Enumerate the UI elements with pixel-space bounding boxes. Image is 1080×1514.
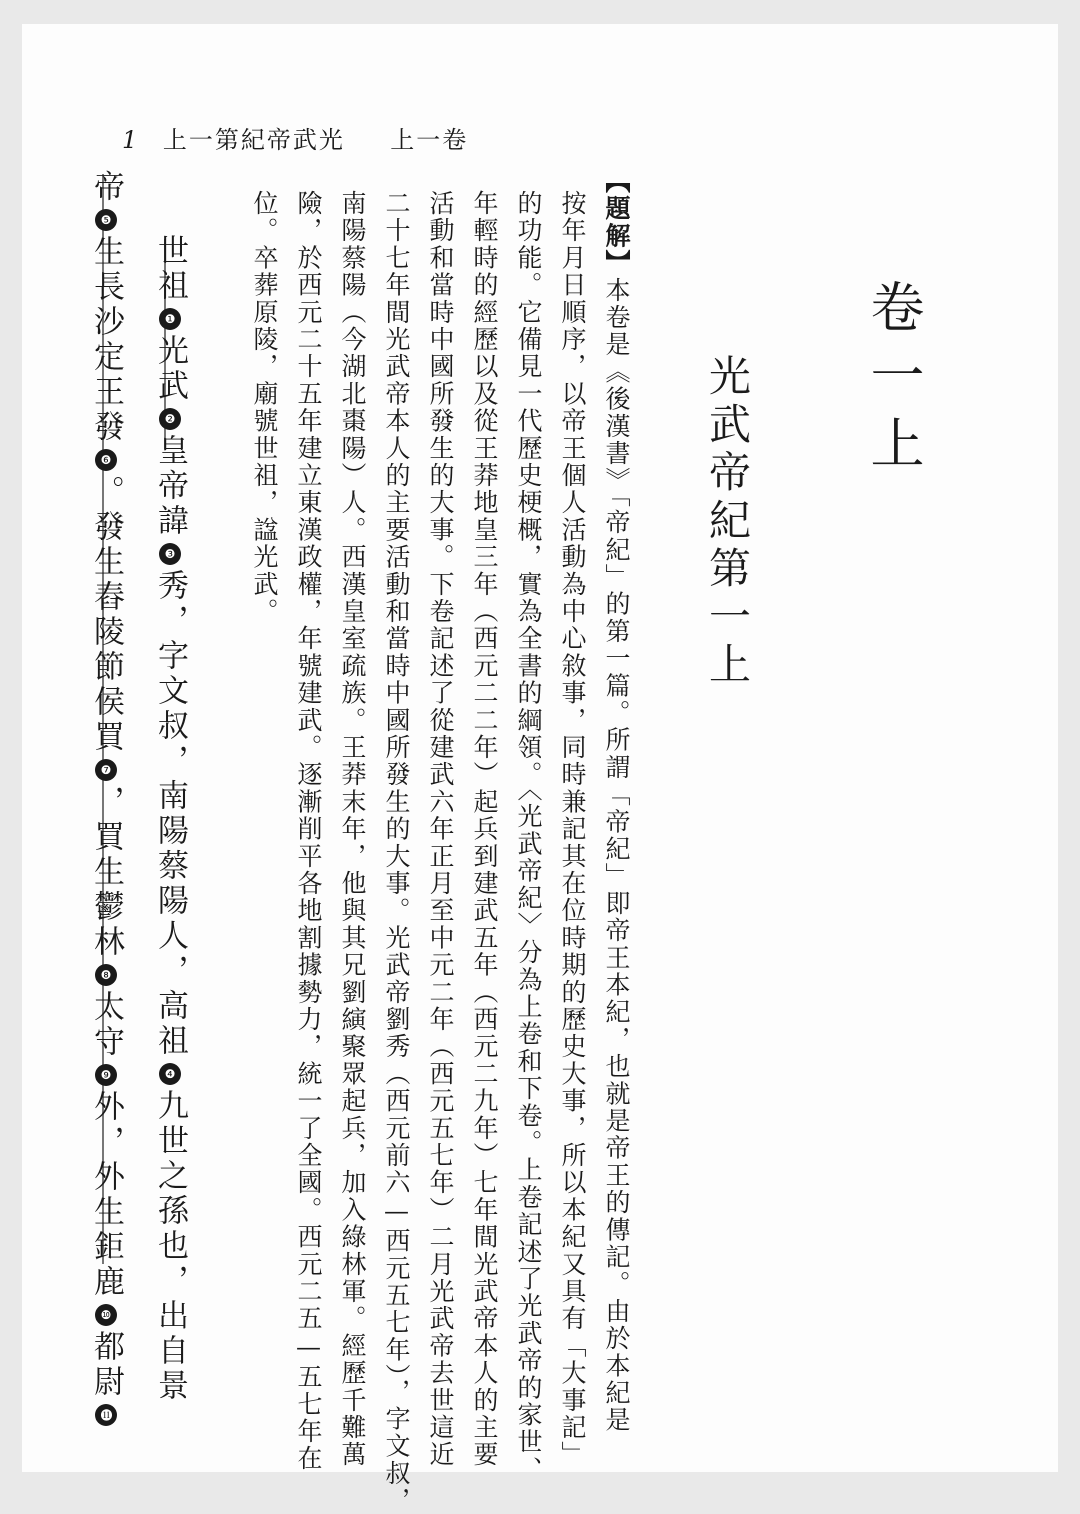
page-number: 1 xyxy=(122,126,140,154)
chapter-title: 光武帝紀第一上 xyxy=(703,354,752,690)
intro-column-6: 二十七年間光武帝本人的主要活動和當時中國所發生的大事。光武帝劉秀（西元前六—西元五七年），字文叔， xyxy=(382,190,411,1514)
intro-column-1: 【題解】本卷是《後漢書》「帝紀」的第一篇。所謂「帝紀」即帝王本紀，也就是帝王的傳記。由於本紀是 xyxy=(602,168,631,1434)
intro-column-3: 的功能。它備見一代歷史梗概，實為全書的綱領。〈光武帝紀〉分為上卷和下卷。上卷記述了光武帝的家世、 xyxy=(514,190,543,1484)
main-text-segment: 世祖 xyxy=(152,234,188,304)
main-text-column-1 xyxy=(148,234,192,1404)
main-text-segment: 九世之孫也，出自景 xyxy=(152,1089,188,1404)
main-text-segment: 。發生舂陵節侯買 xyxy=(88,475,124,755)
main-text-segment: 外，外生鉅鹿 xyxy=(88,1090,124,1300)
intro-column-2: 按年月日順序，以帝王個人活動為中心敘事，同時兼記其在位時期的歷史大事，所以本紀又具有「大事記」 xyxy=(558,190,587,1469)
note-marker: ❾ xyxy=(95,1064,117,1086)
main-text-column-2 xyxy=(84,170,128,1421)
header-chapter: 上一第紀帝武光 xyxy=(162,126,345,154)
note-marker: ❽ xyxy=(95,964,117,986)
page xyxy=(22,24,1058,1514)
note-marker: ❶ xyxy=(159,308,181,330)
note-marker: ❸ xyxy=(159,543,181,565)
note-marker: ⓫ xyxy=(95,1404,117,1426)
intro-column-8: 險，於西元二十五年建立東漢政權，年號建武。逐漸削平各地割據勢力，統一了全國。西元二五—五七年在 xyxy=(294,190,323,1473)
intro-label: 【題解】 xyxy=(602,168,631,277)
running-header xyxy=(122,120,468,160)
note-marker: ❻ xyxy=(95,449,117,471)
main-text-segment: 秀，字文叔，南陽蔡陽人，高祖 xyxy=(152,569,188,1059)
main-text-segment: ，買生鬱林 xyxy=(88,785,124,960)
main-text-segment: 皇帝諱 xyxy=(152,434,188,539)
intro-column-7: 南陽蔡陽（今湖北棗陽）人。西漢皇室疏族。王莽末年，他與其兄劉縯聚眾起兵，加入綠林軍。經歷千難萬 xyxy=(338,190,367,1469)
intro-column-9: 位。卒葬原陵，廟號世祖，諡光武。 xyxy=(250,190,279,626)
intro-column-4: 年輕時的經歷以及從王莽地皇三年（西元二二年）起兵到建武五年（西元二九年）七年間光武帝本人的主要 xyxy=(470,190,499,1469)
volume-title: 卷一上 xyxy=(862,279,925,483)
main-text-segment: 生長沙定王發 xyxy=(88,235,124,445)
note-marker: ❷ xyxy=(159,408,181,430)
main-text-segment: 光武 xyxy=(152,334,188,404)
main-text-segment: 帝 xyxy=(88,170,124,205)
note-marker: ❹ xyxy=(159,1063,181,1085)
intro-column-5: 活動和當時中國所發生的大事。下卷記述了從建武六年正月至中元二年（西元五七年）二月光武帝去世這近 xyxy=(426,190,455,1469)
note-marker: ❺ xyxy=(95,209,117,231)
note-marker: ❿ xyxy=(95,1304,117,1326)
note-marker: ❼ xyxy=(95,759,117,781)
main-text-segment: 太守 xyxy=(88,990,124,1060)
header-volume: 上一卷 xyxy=(390,126,469,154)
main-text-segment: 都尉 xyxy=(88,1330,124,1400)
